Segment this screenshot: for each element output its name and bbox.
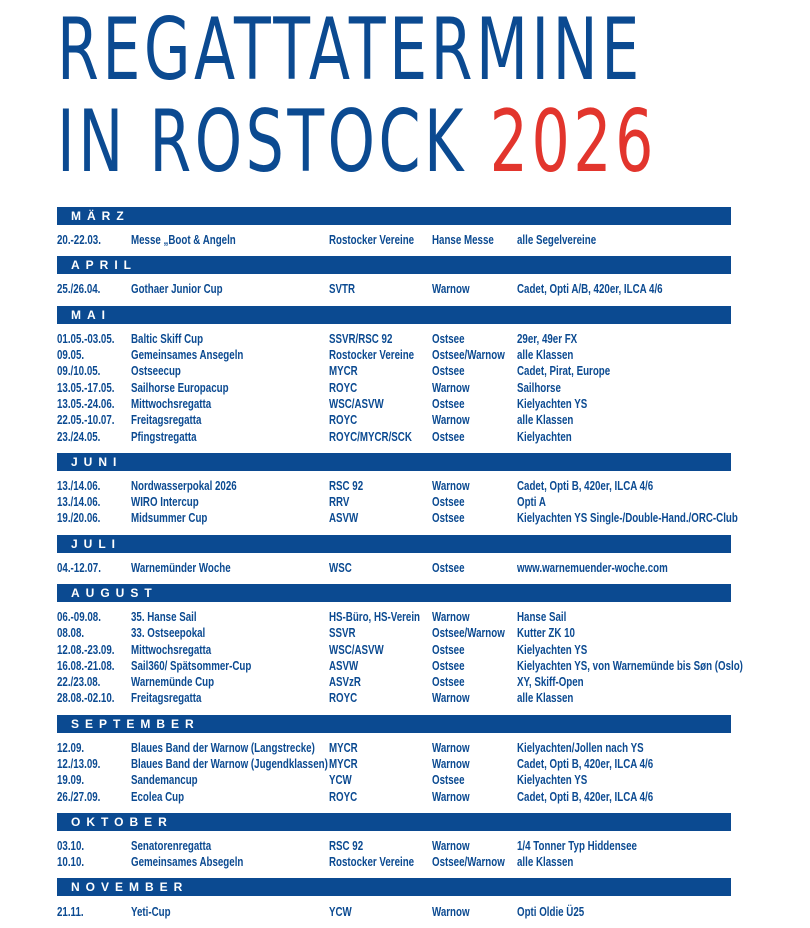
- event-row: [57, 560, 731, 576]
- event-list: [57, 831, 731, 879]
- event-row: [57, 740, 731, 756]
- event-row: [57, 625, 731, 641]
- event-location: Ostsee: [432, 495, 465, 510]
- event-location: Warnow: [432, 757, 470, 772]
- event-date: 08.08.: [57, 626, 85, 641]
- event-date: 04.-12.07.: [57, 560, 101, 575]
- title-line-1: REGATTATERMINE: [57, 0, 643, 100]
- month-header: APRIL: [57, 256, 731, 274]
- event-organizer: Rostocker Vereine: [329, 855, 415, 870]
- event-name: Pfingstregatta: [131, 429, 197, 444]
- event-classes: Opti A: [517, 495, 546, 510]
- event-date: 13.05.-17.05.: [57, 380, 115, 395]
- event-list: [57, 733, 731, 813]
- month-section: [57, 535, 731, 584]
- event-name: Yeti-Cup: [131, 904, 171, 919]
- event-classes: Opti Oldie Ü25: [517, 904, 585, 919]
- event-location: Ostsee: [432, 773, 465, 788]
- event-classes: Cadet, Opti B, 420er, ILCA 4/6: [517, 757, 654, 772]
- page-title: [57, 0, 657, 192]
- event-classes: www.warnemuender-woche.com: [517, 560, 668, 575]
- event-row: [57, 658, 743, 674]
- event-classes: XY, Skiff-Open: [517, 675, 584, 690]
- event-row: [57, 690, 731, 706]
- event-row: [57, 789, 731, 805]
- month-section: [57, 813, 731, 879]
- event-date: 22.05.-10.07.: [57, 413, 115, 428]
- event-name: 35. Hanse Sail: [131, 610, 197, 624]
- event-location: Ostsee: [432, 396, 465, 411]
- event-location: Warnow: [432, 789, 470, 804]
- event-date: 22./23.08.: [57, 675, 101, 690]
- event-organizer: SSVR: [329, 626, 356, 641]
- event-organizer: ASVzR: [329, 675, 361, 690]
- month-header: MAI: [57, 306, 731, 324]
- event-date: 20.-22.03.: [57, 233, 101, 248]
- event-row: [57, 379, 731, 395]
- event-organizer: HS-Büro, HS-Verein: [329, 610, 421, 624]
- event-date: 01.05.-03.05.: [57, 331, 115, 346]
- event-location: Hanse Messe: [432, 233, 494, 248]
- event-name: Gothaer Junior Cup: [131, 282, 223, 297]
- event-name: Senatorenregatta: [131, 838, 212, 853]
- event-row: [57, 641, 731, 657]
- event-row: [57, 396, 731, 412]
- event-organizer: MYCR: [329, 364, 358, 379]
- event-classes: Cadet, Opti B, 420er, ILCA 4/6: [517, 478, 654, 493]
- event-classes: 1/4 Tonner Typ Hiddensee: [517, 838, 637, 853]
- event-date: 12./13.09.: [57, 757, 101, 772]
- event-organizer: Rostocker Vereine: [329, 233, 415, 248]
- event-organizer: WSC: [329, 560, 352, 575]
- event-list: [57, 602, 743, 715]
- event-classes: Cadet, Opti B, 420er, ILCA 4/6: [517, 789, 654, 804]
- event-name: Messe „Boot & Angeln: [131, 233, 236, 248]
- event-classes: alle Klassen: [517, 413, 574, 428]
- month-header: AUGUST: [57, 584, 731, 602]
- event-classes: Cadet, Pirat, Europe: [517, 364, 611, 379]
- event-name: Ostseecup: [131, 364, 181, 379]
- event-classes: Kielyachten YS: [517, 396, 588, 411]
- event-date: 13./14.06.: [57, 495, 101, 510]
- event-row: [57, 772, 731, 788]
- event-name: Warnemünder Woche: [131, 560, 231, 575]
- event-classes: Kielyachten YS, von Warnemünde bis Søn (Oslo): [517, 658, 743, 673]
- event-row: [57, 331, 731, 347]
- event-classes: alle Klassen: [517, 691, 574, 706]
- event-classes: Kielyachten: [517, 429, 572, 444]
- event-row: [57, 609, 731, 625]
- event-location: Warnow: [432, 904, 470, 919]
- month-section: [57, 306, 731, 453]
- event-row: [57, 854, 731, 870]
- event-location: Ostsee: [432, 658, 465, 673]
- event-organizer: MYCR: [329, 757, 358, 772]
- month-section: [57, 256, 731, 305]
- event-classes: Hanse Sail: [517, 610, 567, 624]
- event-row: [57, 363, 731, 379]
- event-date: 23./24.05.: [57, 429, 101, 444]
- event-date: 26./27.09.: [57, 789, 101, 804]
- event-name: Freitagsregatta: [131, 691, 202, 706]
- event-list: [57, 553, 731, 584]
- event-name: Gemeinsames Absegeln: [131, 855, 244, 870]
- event-row: [57, 510, 738, 526]
- event-location: Warnow: [432, 691, 470, 706]
- event-classes: 29er, 49er FX: [517, 331, 578, 346]
- event-organizer: YCW: [329, 904, 352, 919]
- event-date: 21.11.: [57, 904, 84, 919]
- event-classes: alle Klassen: [517, 348, 574, 363]
- event-date: 09./10.05.: [57, 364, 101, 379]
- event-name: Sail360/ Spätsommer-Cup: [131, 658, 252, 673]
- event-location: Warnow: [432, 740, 470, 755]
- event-name: Gemeinsames Ansegeln: [131, 348, 244, 363]
- event-location: Ostsee: [432, 364, 465, 379]
- event-location: Ostsee: [432, 511, 465, 526]
- event-location: Ostsee: [432, 331, 465, 346]
- event-date: 19./20.06.: [57, 511, 101, 526]
- event-date: 25./26.04.: [57, 282, 101, 297]
- event-location: Warnow: [432, 610, 470, 624]
- event-location: Warnow: [432, 838, 470, 853]
- month-header: JUNI: [57, 453, 731, 471]
- event-row: [57, 903, 731, 919]
- month-section: [57, 453, 738, 535]
- event-name: Baltic Skiff Cup: [131, 331, 204, 346]
- event-date: 13./14.06.: [57, 478, 101, 493]
- event-list: [57, 471, 738, 535]
- regatta-schedule: [57, 207, 743, 928]
- month-header: JULI: [57, 535, 731, 553]
- event-row: [57, 478, 731, 494]
- event-location: Ostsee: [432, 642, 465, 657]
- month-header: OKTOBER: [57, 813, 731, 831]
- event-organizer: SSVR/RSC 92: [329, 331, 393, 346]
- month-header: MÄRZ: [57, 207, 731, 225]
- event-location: Ostsee: [432, 429, 465, 444]
- event-organizer: RSC 92: [329, 478, 364, 493]
- event-location: Ostsee/Warnow: [432, 348, 505, 363]
- event-date: 10.10.: [57, 855, 85, 870]
- event-name: Sandemancup: [131, 773, 198, 788]
- title-line-2: [57, 92, 657, 192]
- event-organizer: YCW: [329, 773, 352, 788]
- event-location: Warnow: [432, 413, 470, 428]
- event-classes: Kielyachten YS: [517, 642, 588, 657]
- event-name: Ecolea Cup: [131, 789, 185, 804]
- event-name: Nordwasserpokal 2026: [131, 478, 237, 493]
- event-organizer: RRV: [329, 495, 350, 510]
- event-classes: Kielyachten YS: [517, 773, 588, 788]
- event-location: Ostsee/Warnow: [432, 855, 505, 870]
- event-location: Warnow: [432, 282, 470, 297]
- month-section: [57, 207, 731, 256]
- event-name: Sailhorse Europacup: [131, 380, 229, 395]
- event-location: Warnow: [432, 380, 470, 395]
- event-location: Ostsee: [432, 560, 465, 575]
- event-name: Mittwochsregatta: [131, 642, 212, 657]
- event-location: Warnow: [432, 478, 470, 493]
- event-organizer: Rostocker Vereine: [329, 348, 415, 363]
- month-section: [57, 584, 743, 715]
- event-organizer: ROYC: [329, 413, 358, 428]
- event-row: [57, 232, 731, 248]
- event-classes: alle Segelvereine: [517, 233, 597, 248]
- event-list: [57, 274, 731, 305]
- event-classes: Cadet, Opti A/B, 420er, ILCA 4/6: [517, 282, 663, 297]
- event-row: [57, 838, 731, 854]
- month-section: [57, 715, 731, 813]
- month-header: SEPTEMBER: [57, 715, 731, 733]
- month-header: NOVEMBER: [57, 878, 731, 896]
- event-classes: Kielyachten/Jollen nach YS: [517, 740, 644, 755]
- event-date: 16.08.-21.08.: [57, 658, 115, 673]
- event-list: [57, 225, 731, 256]
- event-date: 12.08.-23.09.: [57, 642, 115, 657]
- event-row: [57, 756, 731, 772]
- title-city: IN ROSTOCK: [57, 92, 468, 192]
- event-name: Midsummer Cup: [131, 511, 208, 526]
- event-organizer: SVTR: [329, 282, 356, 297]
- event-row: [57, 281, 731, 297]
- event-organizer: MYCR: [329, 740, 358, 755]
- event-date: 13.05.-24.06.: [57, 396, 115, 411]
- event-organizer: ROYC: [329, 789, 358, 804]
- event-classes: alle Klassen: [517, 855, 574, 870]
- event-organizer: ASVW: [329, 511, 359, 526]
- event-organizer: ASVW: [329, 658, 359, 673]
- event-organizer: ROYC: [329, 691, 358, 706]
- event-location: Ostsee: [432, 675, 465, 690]
- event-organizer: WSC/ASVW: [329, 396, 384, 411]
- event-name: 33. Ostseepokal: [131, 626, 206, 641]
- event-organizer: WSC/ASVW: [329, 642, 384, 657]
- event-name: Freitagsregatta: [131, 413, 202, 428]
- event-classes: Sailhorse: [517, 380, 561, 395]
- event-classes: Kielyachten YS Single-/Double-Hand./ORC-Club: [517, 511, 738, 526]
- event-row: [57, 412, 731, 428]
- event-date: 03.10.: [57, 838, 85, 853]
- month-section: [57, 878, 731, 927]
- event-list: [57, 324, 731, 453]
- event-location: Ostsee/Warnow: [432, 626, 505, 641]
- event-name: Mittwochsregatta: [131, 396, 212, 411]
- event-date: 19.09.: [57, 773, 85, 788]
- event-row: [57, 347, 731, 363]
- event-name: Warnemünde Cup: [131, 675, 215, 690]
- event-date: 06.-09.08.: [57, 610, 101, 624]
- event-organizer: ROYC: [329, 380, 358, 395]
- event-organizer: ROYC/MYCR/SCK: [329, 429, 412, 444]
- event-date: 09.05.: [57, 348, 85, 363]
- event-name: WIRO Intercup: [131, 495, 199, 510]
- event-row: [57, 674, 731, 690]
- title-year: 2026: [489, 92, 657, 192]
- event-classes: Kutter ZK 10: [517, 626, 575, 641]
- event-row: [57, 428, 731, 444]
- event-organizer: RSC 92: [329, 838, 364, 853]
- event-list: [57, 896, 731, 927]
- event-date: 12.09.: [57, 740, 85, 755]
- event-name: Blaues Band der Warnow (Jugendklassen): [131, 757, 328, 772]
- event-row: [57, 494, 731, 510]
- event-date: 28.08.-02.10.: [57, 691, 115, 706]
- event-name: Blaues Band der Warnow (Langstrecke): [131, 740, 315, 755]
